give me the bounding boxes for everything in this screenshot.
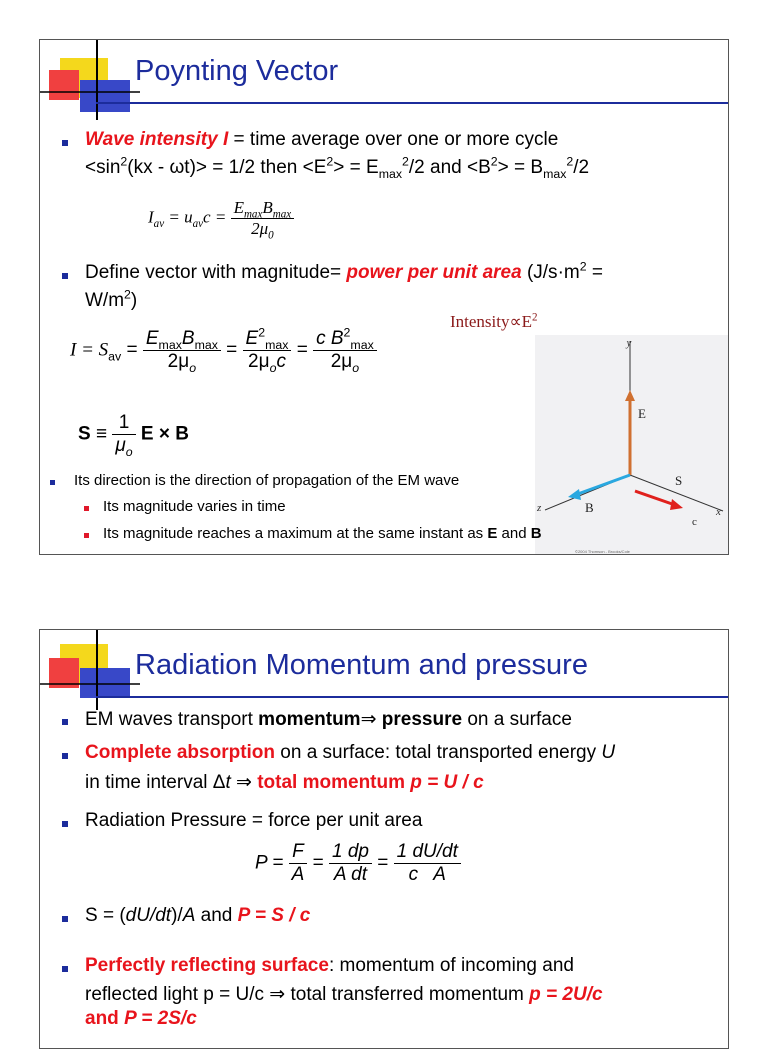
bullet-complete-absorption: Complete absorption on a surface: total transported energy U: [85, 742, 616, 763]
bullet-icon: [62, 916, 68, 922]
c-label: c: [692, 516, 697, 528]
page-title: Poynting Vector: [135, 55, 339, 87]
s-vector-label: S: [675, 473, 683, 488]
bullet-define-vector-line2: $W/m^2$): [85, 287, 138, 311]
title-underline: [96, 696, 729, 698]
bullet-perfectly-reflecting-line3: and P = 2S/c: [85, 1008, 197, 1029]
bullet-s-definition: S = (dU/dt)/A and P = S / c: [85, 905, 311, 926]
z-axis-label: z: [537, 502, 542, 514]
bullet-icon: [62, 719, 68, 725]
bullet-wave-intensity: Wave intensity I = time average over one or more cycle: [85, 129, 559, 150]
bullet-icon: [62, 966, 68, 972]
em-wave-vector-diagram: [535, 335, 729, 555]
bullet-em-waves: EM waves transport momentum⇒ pressure on a surface: [85, 709, 572, 730]
equation-intensity-average: $I_{av} = u_{av}c$ = $\frac{E_{max}B_{max}}{2\mu_0}$: [148, 198, 294, 239]
bullet-wave-intensity-line2: $<\sin^2(kx - \omega t)> = 1/2$ then $<E^2> = E_{max}^2/2$ and $<B^2> = B_{max}^2/2$: [85, 154, 590, 181]
b-vector-label: B: [585, 500, 594, 515]
bullet-direction: Its direction is the direction of propagation of the EM wave: [74, 472, 460, 489]
y-axis-label: y: [626, 337, 632, 350]
equation-poynting-definition: S ≡ $\frac{1}{\mu_o}$ E × B: [78, 412, 189, 459]
figure-credit: ©2004 Thomson - Brooks/Cole: [575, 549, 630, 554]
sub-bullet-varies: Its magnitude varies in time: [103, 498, 286, 515]
bullet-icon: [62, 140, 68, 146]
bullet-perfectly-reflecting-line2: reflected light p = U/c ⇒ total transferred momentum p = 2U/c: [85, 984, 603, 1005]
bullet-icon: [62, 273, 68, 279]
bullet-icon: [62, 821, 68, 827]
sub-bullet-icon: [84, 506, 89, 511]
bullet-icon: [62, 753, 68, 759]
bullet-icon: [50, 480, 55, 485]
equation-intensity-sav: $I = S_{av}$ = $\frac{E_{max}B_{max}}{2\mu_o}$ = $\frac{E^2_{max}}{2\mu_oc}$ = $\frac{c B^2_{max}}{2\mu_o}$: [70, 328, 377, 373]
intensity-caption: $Intensity\propto E^2$: [450, 311, 538, 331]
slide-radiation-momentum: [39, 629, 729, 1049]
bullet-perfectly-reflecting: Perfectly reflecting surface: momentum of incoming and: [85, 955, 574, 976]
bullet-radiation-pressure: Radiation Pressure = force per unit area: [85, 810, 423, 831]
x-axis-label: x: [716, 506, 721, 518]
slide-logo-icon: [40, 40, 140, 120]
sub-bullet-icon: [84, 533, 89, 538]
sub-bullet-maximum: Its magnitude reaches a maximum at the same instant as E and B: [103, 525, 542, 542]
page-title: Radiation Momentum and pressure: [135, 649, 588, 681]
slide-logo-icon: [40, 630, 140, 710]
equation-pressure: P = $\frac{F}{A}$ = $\frac{1 dp}{\text{A dt}}$ = $\frac{1 dU/dt}{\text{c A}}$: [255, 841, 461, 886]
e-vector-label: E: [638, 406, 646, 421]
title-underline: [96, 102, 729, 104]
bullet-complete-absorption-line2: in time interval Δt ⇒ total momentum p = U / c: [85, 772, 484, 793]
slide-poynting-vector: [39, 39, 729, 555]
bullet-define-vector: Define vector with magnitude= power per unit area ($J/s\cdot m^2$ =: [85, 259, 603, 283]
